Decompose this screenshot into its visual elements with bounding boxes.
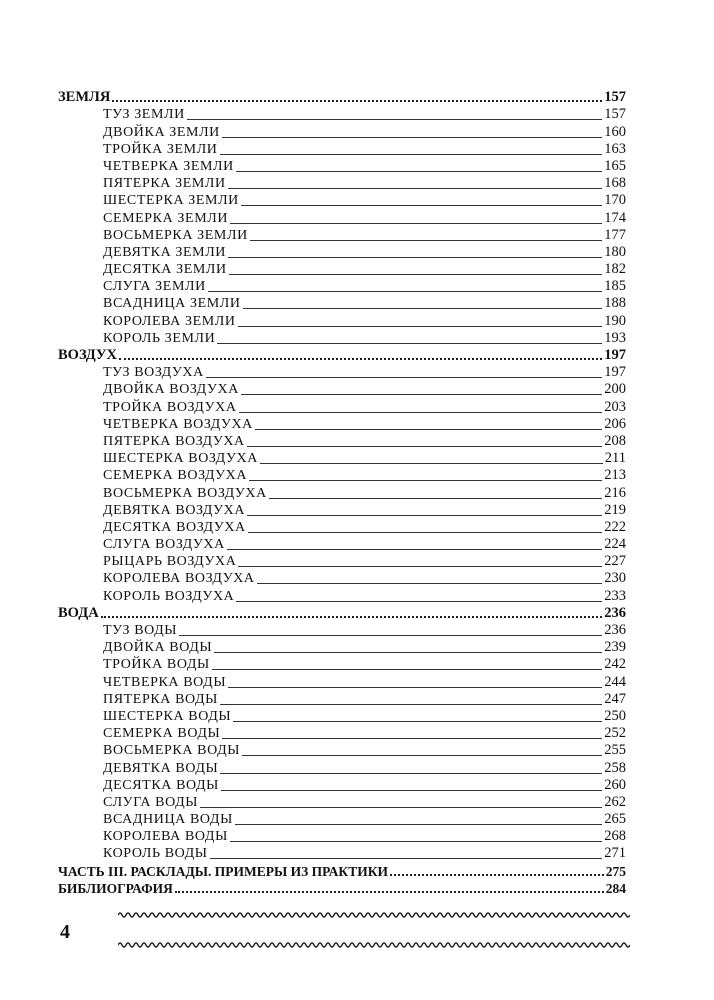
- toc-subentry: [58, 312, 626, 329]
- toc-subentry: [58, 192, 626, 209]
- toc-subentry: [58, 330, 626, 347]
- toc-subentry: [58, 106, 626, 123]
- page-number: 4: [60, 921, 70, 943]
- toc-entry-page: 227: [604, 553, 626, 570]
- toc-entry-title: ШЕСТЕРКА ЗЕМЛИ: [103, 193, 239, 209]
- toc-section: [58, 347, 626, 364]
- dot-leader: [221, 790, 602, 791]
- dot-leader: [241, 205, 602, 206]
- toc-entry-title: ВОЗДУХ: [58, 347, 117, 363]
- toc-entry-page: 157: [604, 106, 626, 123]
- toc-entry-title: ДЕСЯТКА ВОДЫ: [103, 777, 219, 793]
- toc-entry-title: ШЕСТЕРКА ВОДЫ: [103, 708, 232, 724]
- toc-entry-title: ВОСЬМЕРКА ВОДЫ: [103, 743, 241, 759]
- dot-leader: [200, 807, 602, 808]
- toc-subentry: [58, 691, 626, 708]
- toc-entry-title: БИБЛИОГРАФИЯ: [58, 880, 173, 896]
- toc-entry-page: 200: [604, 381, 626, 398]
- dot-leader: [220, 773, 602, 774]
- dot-leader: [236, 171, 602, 172]
- toc-subentry: [58, 244, 626, 261]
- toc-entry-page: 219: [604, 501, 626, 518]
- toc-subentry: [58, 484, 626, 501]
- toc-entry-page: 185: [604, 278, 626, 295]
- dot-leader: [220, 704, 602, 705]
- dot-leader: [243, 308, 603, 309]
- toc-subentry: [58, 364, 626, 381]
- toc-entry-title: ВСАДНИЦА ЗЕМЛИ: [103, 296, 241, 312]
- toc-entry-title: ДЕВЯТКА ЗЕМЛИ: [103, 244, 226, 260]
- toc-entry-page: 216: [604, 484, 626, 501]
- toc-subentry: [58, 295, 626, 312]
- toc-entry-page: 239: [604, 639, 626, 656]
- dot-leader: [228, 188, 603, 189]
- toc-entry-title: РЫЦАРЬ ВОЗДУХА: [103, 554, 237, 570]
- dot-leader: [222, 738, 602, 739]
- dot-leader: [208, 291, 602, 292]
- toc-entry-title: ТРОЙКА ВОДЫ: [103, 657, 210, 673]
- toc-entry-page: 163: [604, 140, 626, 157]
- toc-subentry: [58, 502, 626, 519]
- toc-entry-title: КОРОЛЬ ЗЕМЛИ: [103, 330, 216, 346]
- toc-entry-title: КОРОЛЕВА ЗЕМЛИ: [103, 313, 236, 329]
- dot-leader: [227, 549, 602, 550]
- toc-entry-title: ПЯТЕРКА ВОДЫ: [103, 691, 218, 707]
- dot-leader: [179, 635, 602, 636]
- dot-leader: [241, 394, 602, 395]
- dot-leader: [239, 412, 603, 413]
- toc-entry-title: СЛУГА ВОДЫ: [103, 794, 199, 810]
- toc-entry-page: 168: [604, 175, 626, 192]
- toc-entry-title: ЧЕТВЕРКА ВОДЫ: [103, 674, 227, 690]
- toc-subentry: [58, 656, 626, 673]
- toc-entry-title: ДЕВЯТКА ВОДЫ: [103, 760, 219, 776]
- toc-subentry: [58, 777, 626, 794]
- toc-entry-title: КОРОЛЬ ВОДЫ: [103, 846, 208, 862]
- toc-entry-title: ДВОЙКА ЗЕМЛИ: [103, 124, 220, 140]
- toc-entry-page: 174: [604, 209, 626, 226]
- dot-leader: [238, 566, 602, 567]
- toc-subentry: [58, 158, 626, 175]
- toc-entry-page: 206: [604, 415, 626, 432]
- dot-leader: [214, 652, 602, 653]
- dot-leader: [233, 721, 602, 722]
- dot-leader: [187, 119, 602, 120]
- toc-entry-page: 233: [604, 587, 626, 604]
- toc-subentry: [58, 742, 626, 759]
- toc-subentry: [58, 433, 626, 450]
- toc-entry-page: 265: [604, 811, 626, 828]
- toc-subentry: [58, 759, 626, 776]
- toc-entry-page: 230: [604, 570, 626, 587]
- dot-leader: [390, 874, 604, 876]
- toc-entry-page: 258: [604, 759, 626, 776]
- toc-entry-page: 222: [604, 518, 626, 535]
- toc-entry-page: 188: [604, 295, 626, 312]
- toc-part: [58, 862, 626, 879]
- toc-section: [58, 89, 626, 106]
- toc-entry-page: 268: [604, 828, 626, 845]
- toc-entry-title: ЧЕТВЕРКА ВОЗДУХА: [103, 416, 253, 432]
- toc-entry-page: 250: [604, 707, 626, 724]
- toc-subentry: [58, 209, 626, 226]
- toc-entry-page: 197: [604, 364, 626, 381]
- toc-subentry: [58, 278, 626, 295]
- toc-subentry: [58, 570, 626, 587]
- dot-leader: [269, 498, 602, 499]
- toc-subentry: [58, 519, 626, 536]
- toc-entry-page: 157: [604, 89, 626, 106]
- dot-leader: [238, 326, 603, 327]
- dot-leader: [101, 616, 603, 618]
- dot-leader: [112, 100, 602, 102]
- toc-entry-title: ПЯТЕРКА ЗЕМЛИ: [103, 176, 226, 192]
- toc-subentry: [58, 123, 626, 140]
- decorative-wave-bottom: [118, 939, 630, 951]
- toc-entry-title: СЕМЕРКА ВОЗДУХА: [103, 468, 248, 484]
- toc-entry-page: 180: [604, 243, 626, 260]
- dot-leader: [175, 891, 604, 893]
- toc-entry-page: 236: [604, 622, 626, 638]
- toc-entry-page: 208: [604, 432, 626, 449]
- dot-leader: [220, 154, 603, 155]
- toc-entry-title: ТУЗ ВОЗДУХА: [103, 365, 204, 381]
- toc-entry-title: КОРОЛЕВА ВОДЫ: [103, 829, 228, 845]
- toc-entry-title: СЛУГА ВОЗДУХА: [103, 537, 225, 553]
- dot-leader: [257, 583, 603, 584]
- toc-entry-title: СЕМЕРКА ЗЕМЛИ: [103, 210, 229, 226]
- toc-subentry: [58, 845, 626, 862]
- toc-entry-title: ДВОЙКА ВОЗДУХА: [103, 382, 239, 398]
- toc-subentry: [58, 450, 626, 467]
- toc-subentry: [58, 227, 626, 244]
- toc-entry-title: ЧЕТВЕРКА ЗЕМЛИ: [103, 158, 234, 174]
- dot-leader: [242, 755, 602, 756]
- toc-entry-page: 242: [604, 656, 626, 673]
- toc-subentry: [58, 398, 626, 415]
- toc-entry-page: 244: [604, 673, 626, 690]
- toc-entry-title: ВОСЬМЕРКА ЗЕМЛИ: [103, 227, 248, 243]
- toc-entry-title: ВОДА: [58, 604, 99, 621]
- toc-entry-page: 190: [604, 312, 626, 329]
- toc-entry-title: ТРОЙКА ЗЕМЛИ: [103, 141, 218, 157]
- toc-subentry: [58, 141, 626, 158]
- dot-leader: [235, 824, 602, 825]
- toc-entry-page: 224: [604, 536, 626, 553]
- toc-entry-title: ЧАСТЬ III. РАСКЛАДЫ. ПРИМЕРЫ ИЗ ПРАКТИКИ: [58, 863, 389, 879]
- dot-leader: [229, 274, 603, 275]
- toc-entry-page: 165: [604, 157, 626, 174]
- toc-entry-page: 247: [604, 690, 626, 707]
- dot-leader: [119, 358, 602, 360]
- toc-entry-title: ДЕСЯТКА ВОЗДУХА: [103, 519, 246, 535]
- toc-entry-title: ШЕСТЕРКА ВОЗДУХА: [103, 451, 258, 467]
- toc-entry-title: ТУЗ ВОДЫ: [103, 623, 178, 638]
- toc-entry-page: 211: [604, 450, 626, 467]
- toc-entry-page: 203: [604, 398, 626, 415]
- toc-subentry: [58, 639, 626, 656]
- toc-subentry: [58, 553, 626, 570]
- dot-leader: [249, 480, 602, 481]
- dot-leader: [222, 137, 602, 138]
- toc-entry-page: 284: [605, 880, 626, 896]
- dot-leader: [210, 858, 603, 859]
- toc-entry-page: 170: [604, 192, 626, 209]
- toc-entry-page: 262: [604, 793, 626, 810]
- dot-leader: [247, 446, 603, 447]
- toc-subentry: [58, 725, 626, 742]
- toc-subentry: [58, 536, 626, 553]
- toc-subentry: [58, 261, 626, 278]
- toc-subentry: [58, 673, 626, 690]
- dot-leader: [230, 841, 602, 842]
- toc-entry-title: СЛУГА ЗЕМЛИ: [103, 279, 206, 295]
- toc-entry-page: 177: [604, 226, 626, 243]
- dot-leader: [255, 429, 602, 430]
- toc-entry-page: 275: [605, 863, 626, 879]
- dot-leader: [228, 687, 602, 688]
- dot-leader: [250, 240, 602, 241]
- toc-entry-title: ТРОЙКА ВОЗДУХА: [103, 399, 237, 415]
- dot-leader: [247, 515, 602, 516]
- toc-subentry: [58, 622, 626, 639]
- toc-subentry: [58, 381, 626, 398]
- toc-entry-page: 260: [604, 776, 626, 793]
- toc-entry-page: 255: [604, 742, 626, 759]
- toc-part: [58, 880, 626, 897]
- toc-entry-page: 193: [604, 329, 626, 346]
- toc-entry-title: ВСАДНИЦА ВОДЫ: [103, 812, 233, 828]
- toc-subentry: [58, 467, 626, 484]
- toc-entry-title: ТУЗ ЗЕМЛИ: [103, 107, 185, 123]
- toc-entry-title: ДЕСЯТКА ЗЕМЛИ: [103, 262, 227, 278]
- toc-entry-title: ДВОЙКА ВОДЫ: [103, 640, 213, 656]
- toc-entry-title: КОРОЛЕВА ВОЗДУХА: [103, 571, 255, 587]
- dot-leader: [228, 257, 602, 258]
- toc-subentry: [58, 811, 626, 828]
- dot-leader: [217, 343, 602, 344]
- toc-subentry: [58, 587, 626, 604]
- toc-section: [58, 605, 626, 622]
- dot-leader: [260, 463, 603, 464]
- dot-leader: [212, 669, 602, 670]
- dot-leader: [230, 223, 602, 224]
- decorative-wave-top: [118, 909, 630, 921]
- toc-entry-title: СЕМЕРКА ВОДЫ: [103, 726, 221, 742]
- toc-entry-page: 160: [604, 123, 626, 140]
- table-of-contents: [58, 89, 626, 897]
- toc-entry-page: 197: [604, 347, 626, 363]
- toc-entry-title: ПЯТЕРКА ВОЗДУХА: [103, 433, 245, 449]
- toc-entry-page: 213: [604, 467, 626, 484]
- toc-entry-page: 252: [604, 725, 626, 742]
- toc-entry-title: ДЕВЯТКА ВОЗДУХА: [103, 502, 246, 518]
- toc-subentry: [58, 794, 626, 811]
- dot-leader: [248, 532, 603, 533]
- toc-subentry: [58, 175, 626, 192]
- toc-entry-title: ЗЕМЛЯ: [58, 89, 111, 106]
- toc-entry-page: 271: [604, 845, 626, 862]
- toc-subentry: [58, 828, 626, 845]
- toc-entry-page: 236: [604, 604, 626, 621]
- toc-subentry: [58, 416, 626, 433]
- dot-leader: [206, 377, 602, 378]
- toc-entry-page: 182: [604, 261, 626, 278]
- toc-entry-title: КОРОЛЬ ВОЗДУХА: [103, 588, 235, 604]
- dot-leader: [236, 601, 602, 602]
- toc-entry-title: ВОСЬМЕРКА ВОЗДУХА: [103, 485, 267, 501]
- toc-subentry: [58, 708, 626, 725]
